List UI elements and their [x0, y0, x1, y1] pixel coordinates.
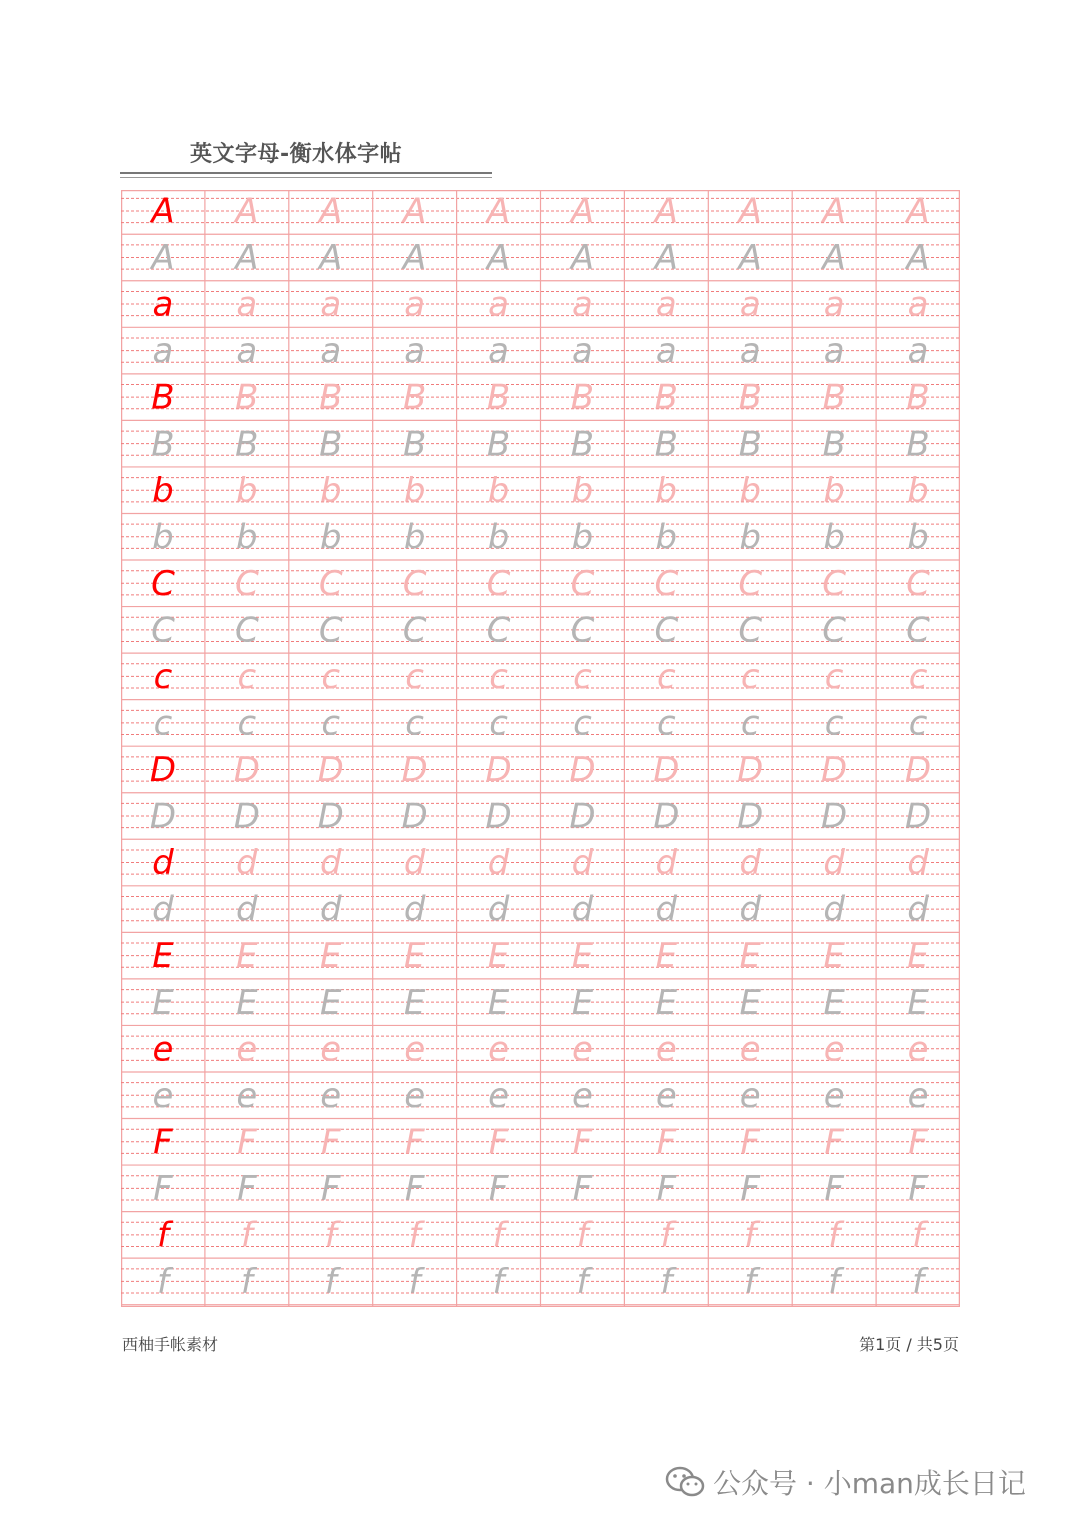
trace-letter: F — [824, 1122, 844, 1163]
trace-letter: c — [656, 703, 676, 744]
trace-letter: E — [907, 982, 929, 1023]
trace-letter: B — [654, 424, 679, 465]
trace-letter: d — [152, 889, 174, 930]
trace-letter: f — [408, 1215, 421, 1256]
trace-letter: C — [151, 610, 175, 651]
trace-letter: f — [492, 1262, 505, 1303]
trace-letter: E — [823, 936, 845, 977]
trace-letter: b — [487, 517, 510, 558]
trace-letter: b — [739, 470, 762, 511]
trace-letter: C — [738, 563, 763, 604]
trace-letter: d — [403, 843, 426, 884]
trace-letter: d — [571, 889, 594, 930]
trace-letter: E — [236, 936, 258, 977]
model-letter: c — [153, 656, 173, 697]
trace-letter: C — [402, 563, 427, 604]
trace-letter: e — [571, 1029, 593, 1070]
trace-letter: E — [739, 982, 761, 1023]
model-letter: f — [156, 1215, 169, 1256]
trace-letter: E — [403, 936, 426, 977]
trace-letter: E — [739, 936, 761, 977]
trace-letter: f — [912, 1215, 925, 1256]
practice-grid-svg — [121, 190, 960, 1307]
trace-letter: c — [740, 656, 760, 697]
trace-letter: D — [317, 796, 344, 837]
trace-letter: f — [576, 1262, 589, 1303]
trace-letter: e — [404, 1029, 426, 1070]
trace-letter: a — [152, 331, 174, 372]
trace-letter: D — [737, 750, 764, 791]
trace-letter: E — [571, 982, 594, 1023]
trace-letter: B — [738, 377, 762, 418]
model-letter: d — [152, 843, 174, 884]
trace-letter: a — [320, 331, 342, 372]
trace-letter: a — [404, 331, 426, 372]
model-letter: A — [151, 191, 175, 232]
trace-letter: C — [822, 563, 847, 604]
trace-letter: b — [319, 517, 342, 558]
trace-letter: E — [320, 982, 342, 1023]
trace-letter: b — [907, 517, 929, 558]
trace-letter: B — [151, 424, 175, 465]
trace-letter: D — [485, 750, 512, 791]
trace-letter: a — [655, 331, 677, 372]
trace-letter: D — [904, 796, 932, 837]
trace-letter: a — [488, 331, 509, 372]
trace-letter: f — [828, 1215, 841, 1256]
trace-letter: C — [234, 610, 259, 651]
trace-letter: d — [823, 889, 845, 930]
trace-letter: a — [823, 284, 845, 325]
trace-letter: D — [653, 750, 680, 791]
trace-letter: E — [152, 982, 174, 1023]
trace-letter: C — [570, 610, 595, 651]
worksheet-title: 英文字母-衡水体字帖 — [190, 142, 403, 167]
trace-letter: a — [320, 284, 342, 325]
trace-letter: C — [486, 610, 511, 651]
trace-letter: F — [320, 1168, 341, 1209]
trace-letter: f — [576, 1215, 589, 1256]
trace-letter: f — [240, 1215, 253, 1256]
trace-letter: A — [235, 238, 259, 279]
trace-letter: D — [904, 750, 932, 791]
model-letter: b — [152, 470, 174, 511]
trace-letter: B — [319, 424, 343, 465]
trace-letter: D — [737, 796, 764, 837]
trace-letter: A — [235, 191, 259, 232]
trace-letter: e — [152, 1075, 174, 1116]
trace-letter: C — [318, 563, 343, 604]
trace-letter: C — [906, 563, 930, 604]
trace-letter: c — [321, 656, 341, 697]
trace-letter: a — [739, 284, 761, 325]
footer-page-number: 第1页 / 共5页 — [859, 1335, 959, 1354]
trace-letter: b — [403, 470, 426, 511]
trace-letter: D — [569, 750, 596, 791]
trace-letter: C — [570, 563, 595, 604]
trace-letter: A — [570, 238, 595, 279]
trace-letter: A — [570, 191, 595, 232]
trace-letter: E — [236, 982, 258, 1023]
trace-letter: a — [907, 331, 929, 372]
trace-letter: A — [738, 238, 762, 279]
trace-letter: e — [488, 1075, 510, 1116]
trace-letter: F — [488, 1168, 509, 1209]
trace-letter: D — [401, 750, 428, 791]
model-letter: e — [152, 1029, 174, 1070]
trace-letter: A — [486, 191, 511, 232]
trace-letter: f — [324, 1215, 337, 1256]
model-letter: E — [152, 936, 174, 977]
trace-letter: d — [655, 889, 678, 930]
trace-letter: e — [823, 1029, 845, 1070]
trace-letter: b — [655, 517, 678, 558]
trace-letter: A — [738, 191, 762, 232]
trace-letter: a — [655, 284, 677, 325]
trace-letter: A — [319, 191, 343, 232]
trace-letter: d — [236, 843, 258, 884]
trace-letter: f — [912, 1262, 925, 1303]
trace-letter: A — [486, 238, 511, 279]
trace-letter: f — [408, 1262, 421, 1303]
trace-letter: a — [404, 284, 426, 325]
trace-letter: b — [487, 470, 510, 511]
trace-letter: A — [151, 238, 175, 279]
trace-letter: e — [571, 1075, 593, 1116]
trace-letter: F — [153, 1168, 173, 1209]
trace-letter: d — [487, 843, 510, 884]
trace-letter: e — [739, 1075, 761, 1116]
trace-letter: F — [572, 1122, 593, 1163]
trace-letter: e — [907, 1029, 929, 1070]
trace-letter: E — [823, 982, 845, 1023]
trace-letter: D — [821, 796, 848, 837]
trace-letter: f — [492, 1215, 505, 1256]
trace-letter: C — [486, 563, 511, 604]
trace-letter: D — [149, 796, 177, 837]
trace-letter: F — [320, 1122, 341, 1163]
trace-letter: c — [824, 703, 844, 744]
trace-letter: C — [402, 610, 427, 651]
trace-letter: D — [233, 750, 260, 791]
trace-letter: e — [655, 1029, 677, 1070]
trace-letter: B — [570, 377, 595, 418]
trace-letter: d — [739, 889, 762, 930]
footer-source: 西柚手帐素材 — [122, 1335, 219, 1354]
trace-letter: f — [744, 1215, 757, 1256]
trace-letter: A — [403, 191, 427, 232]
trace-letter: c — [237, 656, 257, 697]
trace-letter: D — [569, 796, 596, 837]
trace-letter: D — [317, 750, 344, 791]
trace-letter: F — [824, 1168, 844, 1209]
model-letter: D — [149, 750, 177, 791]
trace-letter: b — [655, 470, 678, 511]
trace-letter: B — [486, 377, 511, 418]
trace-letter: f — [660, 1262, 673, 1303]
trace-letter: F — [237, 1168, 257, 1209]
trace-letter: F — [740, 1168, 761, 1209]
trace-letter: E — [571, 936, 594, 977]
trace-letter: E — [655, 936, 678, 977]
trace-letter: D — [485, 796, 512, 837]
trace-letter: F — [488, 1122, 509, 1163]
trace-letter: e — [823, 1075, 845, 1116]
trace-letter: a — [572, 284, 593, 325]
trace-letter: B — [822, 424, 846, 465]
trace-letter: b — [823, 517, 845, 558]
trace-letter: E — [487, 982, 510, 1023]
trace-letter: A — [822, 191, 846, 232]
trace-letter: A — [654, 238, 678, 279]
trace-letter: c — [740, 703, 760, 744]
trace-letter: C — [906, 610, 930, 651]
trace-letter: e — [320, 1029, 342, 1070]
wechat-icon — [665, 1465, 705, 1499]
trace-letter: b — [152, 517, 174, 558]
trace-letter: C — [822, 610, 847, 651]
trace-letter: B — [402, 424, 427, 465]
trace-letter: b — [907, 470, 929, 511]
trace-letter: d — [236, 889, 258, 930]
trace-letter: e — [907, 1075, 929, 1116]
trace-letter: F — [740, 1122, 761, 1163]
trace-letter: e — [655, 1075, 677, 1116]
trace-letter: c — [908, 656, 928, 697]
watermark — [665, 1462, 1026, 1502]
trace-letter: b — [571, 517, 594, 558]
trace-letter: c — [824, 656, 844, 697]
trace-letter: d — [571, 843, 594, 884]
trace-letter: B — [486, 424, 511, 465]
trace-letter: e — [236, 1029, 258, 1070]
trace-letter: d — [319, 843, 342, 884]
trace-letter: b — [571, 470, 594, 511]
trace-letter: d — [823, 843, 845, 884]
trace-letter: C — [318, 610, 343, 651]
trace-letter: d — [739, 843, 762, 884]
trace-letter: B — [738, 424, 762, 465]
trace-letter: e — [404, 1075, 426, 1116]
trace-letter: f — [744, 1262, 757, 1303]
trace-letter: A — [654, 191, 678, 232]
trace-letter: d — [319, 889, 342, 930]
title-underline-thick — [120, 172, 492, 174]
trace-letter: D — [653, 796, 680, 837]
trace-letter: A — [906, 238, 930, 279]
trace-letter: F — [404, 1168, 425, 1209]
trace-letter: E — [320, 936, 342, 977]
trace-letter: f — [828, 1262, 841, 1303]
trace-letter: c — [321, 703, 341, 744]
trace-letter: a — [236, 331, 258, 372]
trace-letter: B — [906, 424, 930, 465]
trace-letter: c — [405, 703, 425, 744]
trace-letter: F — [237, 1122, 257, 1163]
trace-letter: F — [908, 1122, 928, 1163]
trace-letter: A — [319, 238, 343, 279]
trace-letter: f — [156, 1262, 169, 1303]
trace-letter: f — [660, 1215, 673, 1256]
trace-letter: c — [573, 703, 592, 744]
trace-letter: A — [906, 191, 930, 232]
title-underline-thin — [120, 177, 492, 178]
trace-letter: b — [403, 517, 426, 558]
trace-letter: A — [822, 238, 846, 279]
trace-letter: A — [403, 238, 427, 279]
trace-letter: d — [907, 889, 929, 930]
trace-letter: f — [324, 1262, 337, 1303]
trace-letter: C — [654, 610, 679, 651]
trace-letter: B — [235, 424, 259, 465]
trace-letter: E — [403, 982, 426, 1023]
model-letter: F — [153, 1122, 173, 1163]
watermark-text: 公众号 · 小man成长日记 — [713, 1467, 1026, 1500]
model-letter: a — [152, 284, 174, 325]
trace-letter: C — [654, 563, 679, 604]
trace-letter: d — [403, 889, 426, 930]
trace-letter: c — [153, 703, 173, 744]
trace-letter: F — [404, 1122, 425, 1163]
trace-letter: c — [489, 703, 508, 744]
trace-letter: B — [822, 377, 846, 418]
trace-letter: B — [570, 424, 595, 465]
model-letter: C — [151, 563, 175, 604]
trace-letter: f — [240, 1262, 253, 1303]
trace-letter: F — [656, 1122, 677, 1163]
trace-letter: d — [487, 889, 510, 930]
trace-letter: a — [488, 284, 509, 325]
trace-letter: D — [233, 796, 260, 837]
trace-letter: B — [235, 377, 259, 418]
trace-letter: C — [738, 610, 763, 651]
trace-letter: C — [234, 563, 259, 604]
trace-letter: c — [237, 703, 257, 744]
trace-letter: c — [656, 656, 676, 697]
trace-letter: b — [739, 517, 762, 558]
trace-letter: e — [320, 1075, 342, 1116]
trace-letter: F — [572, 1168, 593, 1209]
trace-letter: b — [823, 470, 845, 511]
trace-letter: F — [908, 1168, 928, 1209]
trace-letter: b — [236, 517, 258, 558]
trace-letter: e — [739, 1029, 761, 1070]
model-letter: B — [151, 377, 175, 418]
trace-letter: d — [655, 843, 678, 884]
trace-letter: B — [402, 377, 427, 418]
practice-grid — [121, 190, 960, 1307]
trace-letter: a — [823, 331, 845, 372]
trace-letter: e — [488, 1029, 510, 1070]
trace-letter: c — [573, 656, 592, 697]
trace-letter: E — [907, 936, 929, 977]
trace-letter: F — [656, 1168, 677, 1209]
trace-letter: B — [319, 377, 343, 418]
trace-letter: c — [908, 703, 928, 744]
trace-letter: D — [821, 750, 848, 791]
trace-letter: a — [739, 331, 761, 372]
trace-letter: E — [487, 936, 510, 977]
trace-letter: a — [572, 331, 593, 372]
trace-letter: e — [236, 1075, 258, 1116]
trace-letter: b — [236, 470, 258, 511]
trace-letter: E — [655, 982, 678, 1023]
trace-letter: B — [906, 377, 930, 418]
trace-letter: a — [236, 284, 258, 325]
trace-letter: d — [907, 843, 929, 884]
trace-letter: c — [489, 656, 508, 697]
trace-letter: D — [401, 796, 428, 837]
trace-letter: a — [907, 284, 929, 325]
trace-letter: c — [405, 656, 425, 697]
trace-letter: B — [654, 377, 679, 418]
trace-letter: b — [319, 470, 342, 511]
